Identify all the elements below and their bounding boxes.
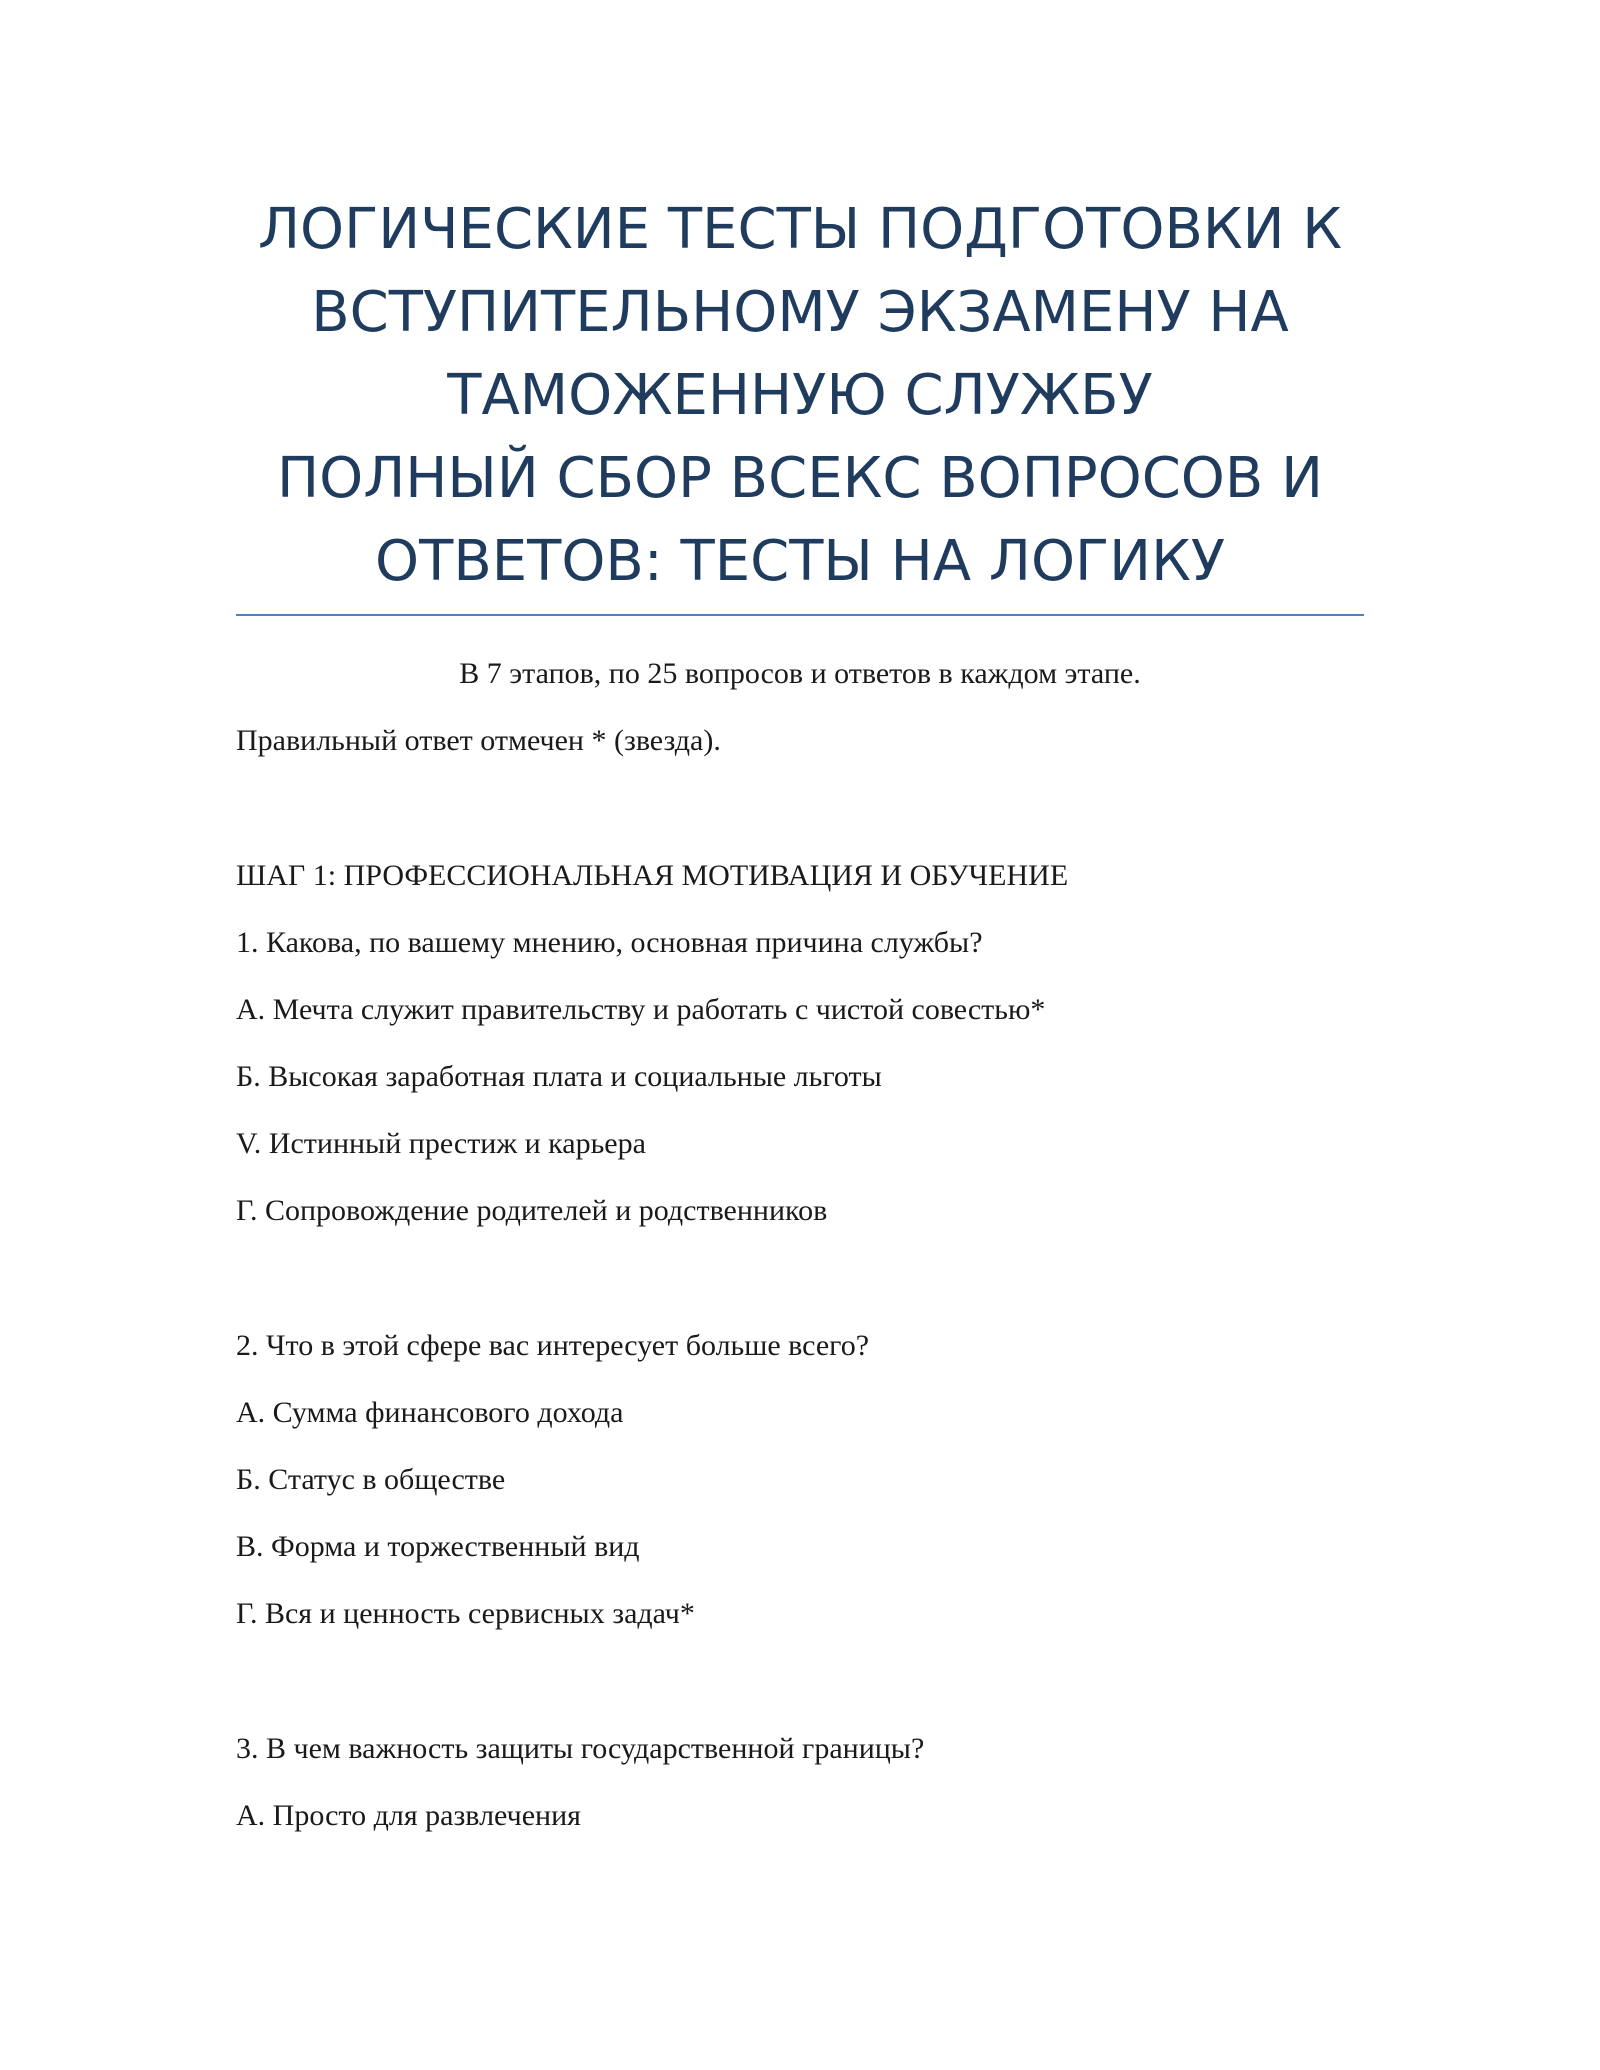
title-line: ПОЛНЫЙ СБОР ВСЕКС ВОПРОСОВ И: [277, 446, 1323, 511]
title-line: ЛОГИЧЕСКИЕ ТЕСТЫ ПОДГОТОВКИ К: [257, 197, 1343, 262]
title-line: ОТВЕТОВ: ТЕСТЫ НА ЛОГИКУ: [375, 529, 1225, 594]
answer-option: Г. Сопровождение родителей и родственников: [236, 1194, 828, 1227]
document-title: [236, 188, 1364, 603]
step-heading: ШАГ 1: ПРОФЕССИОНАЛЬНАЯ МОТИВАЦИЯ И ОБУЧЕНИЕ: [236, 859, 1069, 892]
answer-option: Б. Высокая заработная плата и социальные льготы: [236, 1060, 882, 1093]
title-line: ТАМОЖЕННУЮ СЛУЖБУ: [447, 363, 1153, 428]
question-3: 3. В чем важность защиты государственной границы?: [236, 1732, 925, 1765]
note-paragraph: Правильный ответ отмечен * (звезда).: [236, 724, 721, 757]
answer-option: А. Мечта служит правительству и работать с чистой совестью*: [236, 993, 1046, 1026]
answer-option: V. Истинный престиж и карьера: [236, 1127, 646, 1160]
question-1: 1. Какова, по вашему мнению, основная причина службы?: [236, 926, 983, 959]
answer-option: Б. Статус в обществе: [236, 1463, 506, 1496]
answer-option: Г. Вся и ценность сервисных задач*: [236, 1597, 695, 1630]
question-2: 2. Что в этой сфере вас интересует больше всего?: [236, 1329, 870, 1362]
answer-option: А. Сумма финансового дохода: [236, 1396, 624, 1429]
title-line: ВСТУПИТЕЛЬНОМУ ЭКЗАМЕНУ НА: [311, 280, 1289, 345]
title-underline: [236, 614, 1364, 616]
answer-option: В. Форма и торжественный вид: [236, 1530, 640, 1563]
intro-paragraph: В 7 этапов, по 25 вопросов и ответов в каждом этапе.: [459, 657, 1141, 690]
answer-option: А. Просто для развлечения: [236, 1799, 581, 1832]
